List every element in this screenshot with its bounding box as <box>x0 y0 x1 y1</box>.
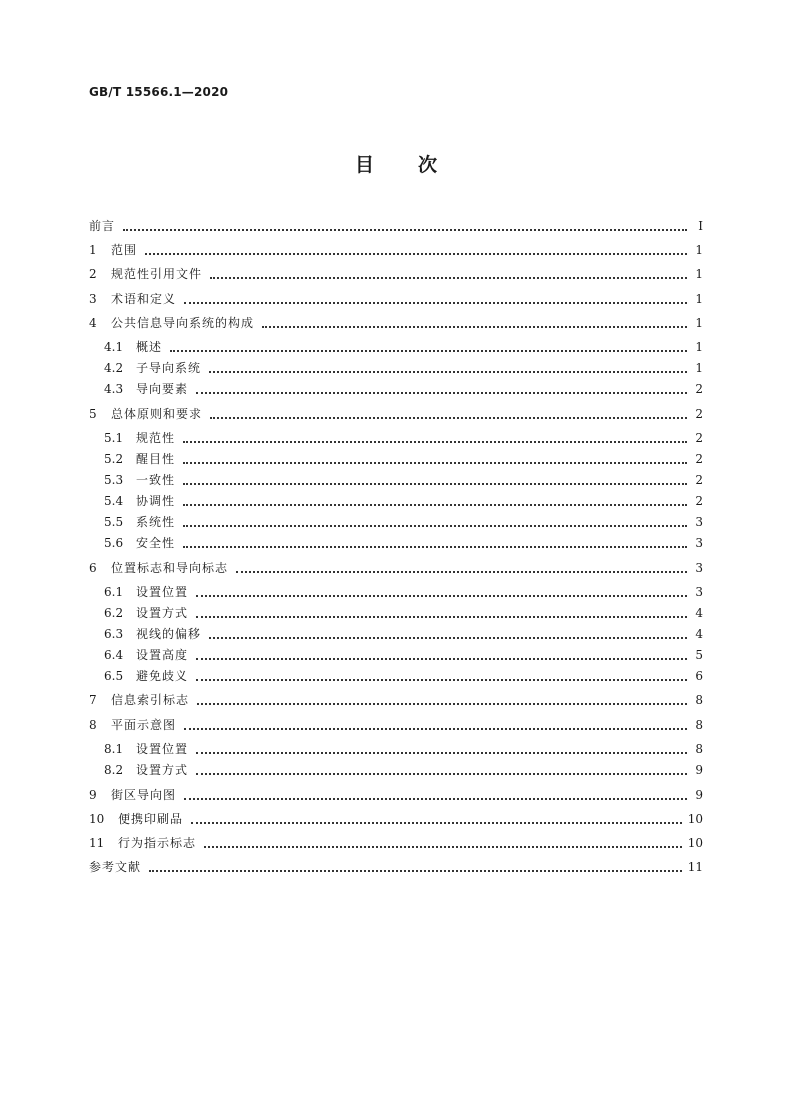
toc-entry-number: 1 <box>89 243 97 257</box>
toc-page-number: 4 <box>695 627 703 641</box>
toc-entry-title: 概述 <box>136 340 163 354</box>
toc-entry-title: 子导向系统 <box>136 361 202 375</box>
toc-entry[interactable] <box>89 241 703 259</box>
toc-entry[interactable] <box>104 583 703 601</box>
toc-entry-number: 8.1 <box>104 742 124 756</box>
toc-entry-number: 7 <box>89 693 97 707</box>
toc-entry-title: 参考文献 <box>89 860 142 874</box>
toc-leader-dots <box>183 537 687 548</box>
toc-entry[interactable] <box>104 338 703 356</box>
toc-entry-number: 6.4 <box>104 648 124 662</box>
toc-entry-title: 导向要素 <box>136 382 189 396</box>
toc-entry[interactable] <box>104 471 703 489</box>
toc-entry-number: 6.5 <box>104 669 124 683</box>
toc-page-number: 6 <box>695 669 703 683</box>
toc-entry-title: 设置高度 <box>136 648 189 662</box>
standard-code: GB/T 15566.1—2020 <box>89 85 229 99</box>
toc-entry-number: 4.3 <box>104 382 124 396</box>
toc-page-number: 1 <box>695 243 703 257</box>
toc-entry[interactable] <box>89 217 703 235</box>
toc-page-number: 3 <box>695 561 703 575</box>
toc-entry-number: 5.2 <box>104 452 124 466</box>
toc-leader-dots <box>196 764 687 775</box>
toc-entry[interactable] <box>104 513 703 531</box>
toc-page-number: 2 <box>695 407 703 421</box>
toc-entry-title: 设置方式 <box>136 763 189 777</box>
toc-entry-number: 6.3 <box>104 627 124 641</box>
toc-entry-number: 5.1 <box>104 431 124 445</box>
toc-entry-title: 系统性 <box>136 515 176 529</box>
toc-entry-title: 规范性 <box>136 431 176 445</box>
toc-entry[interactable] <box>89 834 703 852</box>
toc-entry-title: 醒目性 <box>136 452 176 466</box>
toc-entry[interactable] <box>89 716 703 734</box>
toc-leader-dots <box>236 562 687 573</box>
toc-leader-dots <box>183 516 687 527</box>
toc-entry-number: 5.3 <box>104 473 124 487</box>
toc-entry-title: 协调性 <box>136 494 176 508</box>
toc-entry-title: 总体原则和要求 <box>111 407 203 421</box>
toc-entry-number: 3 <box>89 292 97 306</box>
toc-page-number: 4 <box>695 606 703 620</box>
toc-leader-dots <box>209 362 687 373</box>
toc-entry-number: 6.2 <box>104 606 124 620</box>
toc-entry[interactable] <box>89 858 703 876</box>
toc-page-number: 2 <box>695 452 703 466</box>
toc-entry-number: 9 <box>89 788 97 802</box>
toc-page-number: 3 <box>695 536 703 550</box>
toc-entry[interactable] <box>104 429 703 447</box>
toc-entry[interactable] <box>104 359 703 377</box>
toc-entry[interactable] <box>89 405 703 423</box>
toc-entry-number: 11 <box>89 836 105 850</box>
toc-entry-title: 设置位置 <box>136 742 189 756</box>
toc-entry-title: 公共信息导向系统的构成 <box>111 316 255 330</box>
toc-leader-dots <box>262 317 687 328</box>
toc-leader-dots <box>183 432 687 443</box>
toc-leader-dots <box>183 495 687 506</box>
toc-entry-number: 10 <box>89 812 105 826</box>
toc-page-number: 2 <box>695 494 703 508</box>
toc-entry-number: 6.1 <box>104 585 124 599</box>
toc-entry[interactable] <box>104 604 703 622</box>
toc-entry-number: 8.2 <box>104 763 124 777</box>
toc-entry-title: 设置位置 <box>136 585 189 599</box>
toc-leader-dots <box>204 837 682 848</box>
toc-entry-number: 6 <box>89 561 97 575</box>
toc-leader-dots <box>184 719 687 730</box>
toc-leader-dots <box>145 244 687 255</box>
toc-entry-number: 5.6 <box>104 536 124 550</box>
toc-leader-dots <box>196 586 687 597</box>
toc-entry-title: 平面示意图 <box>111 718 177 732</box>
toc-entry-number: 5.4 <box>104 494 124 508</box>
toc-leader-dots <box>184 293 687 304</box>
toc-page-number: 8 <box>695 693 703 707</box>
toc-entry-title: 设置方式 <box>136 606 189 620</box>
toc-leader-dots <box>196 383 687 394</box>
toc-entry[interactable] <box>104 761 703 779</box>
toc-leader-dots <box>196 649 687 660</box>
toc-page-number: Ⅰ <box>698 219 703 233</box>
toc-entry[interactable] <box>104 534 703 552</box>
toc-leader-dots <box>197 694 687 705</box>
toc-entry-title: 位置标志和导向标志 <box>111 561 229 575</box>
toc-entry[interactable] <box>104 740 703 758</box>
toc-leader-dots <box>210 268 687 279</box>
toc-entry[interactable] <box>89 691 703 709</box>
toc-entry-title: 街区导向图 <box>111 788 177 802</box>
toc-entry[interactable] <box>89 559 703 577</box>
toc-page-number: 1 <box>695 340 703 354</box>
toc-entry-title: 术语和定义 <box>111 292 177 306</box>
toc-entry-title: 视线的偏移 <box>136 627 202 641</box>
toc-entry-title: 范围 <box>111 243 138 257</box>
toc-entry-number: 5.5 <box>104 515 124 529</box>
toc-leader-dots <box>210 408 687 419</box>
toc-leader-dots <box>191 813 682 824</box>
toc-page-number: 1 <box>695 267 703 281</box>
toc-entry[interactable] <box>89 786 703 804</box>
toc-page-number: 2 <box>695 431 703 445</box>
toc-entry-title: 一致性 <box>136 473 176 487</box>
toc-leader-dots <box>209 628 687 639</box>
toc-entry-title: 信息索引标志 <box>111 693 190 707</box>
toc-page-number: 9 <box>695 788 703 802</box>
toc-leader-dots <box>196 743 687 754</box>
toc-page-number: 3 <box>695 515 703 529</box>
toc-entry-title: 避免歧义 <box>136 669 189 683</box>
toc-entry-number: 4.1 <box>104 340 124 354</box>
toc-entry[interactable] <box>104 380 703 398</box>
toc-page-number: 8 <box>695 742 703 756</box>
toc-page-number: 9 <box>695 763 703 777</box>
toc-entry-number: 4.2 <box>104 361 124 375</box>
toc-leader-dots <box>149 861 682 872</box>
toc-entry[interactable] <box>104 625 703 643</box>
toc-page-number: 5 <box>695 648 703 662</box>
toc-leader-dots <box>183 453 687 464</box>
toc-entry-number: 2 <box>89 267 97 281</box>
title-char-2: 次 <box>418 154 438 176</box>
toc-page-number: 11 <box>687 860 703 874</box>
toc-entry[interactable] <box>89 314 703 332</box>
toc-entry[interactable] <box>89 265 703 283</box>
toc-entry-title: 安全性 <box>136 536 176 550</box>
toc-entry[interactable] <box>104 450 703 468</box>
toc-page-number: 8 <box>695 718 703 732</box>
toc-entry-title: 前言 <box>89 219 116 233</box>
toc-entry-title: 规范性引用文件 <box>111 267 203 281</box>
toc-entry[interactable] <box>104 492 703 510</box>
page-title <box>0 150 792 177</box>
toc-page-number: 1 <box>695 361 703 375</box>
toc-entry[interactable] <box>89 810 703 828</box>
toc-entry[interactable] <box>89 290 703 308</box>
toc-entry-number: 4 <box>89 316 97 330</box>
toc-page-number: 2 <box>695 382 703 396</box>
toc-entry-title: 便携印刷品 <box>118 812 184 826</box>
toc-page-number: 3 <box>695 585 703 599</box>
title-char-1: 目 <box>354 154 374 176</box>
toc-leader-dots <box>196 670 687 681</box>
toc-page-number: 10 <box>687 812 703 826</box>
toc-leader-dots <box>184 789 687 800</box>
toc-entry-number: 5 <box>89 407 97 421</box>
toc-leader-dots <box>123 220 687 231</box>
toc-leader-dots <box>196 607 687 618</box>
toc-page-number: 1 <box>695 316 703 330</box>
toc-page-number: 10 <box>687 836 703 850</box>
toc-page-number: 2 <box>695 473 703 487</box>
toc-page-number: 1 <box>695 292 703 306</box>
toc-leader-dots <box>170 341 687 352</box>
toc-entry-title: 行为指示标志 <box>118 836 197 850</box>
toc-entry[interactable] <box>104 667 703 685</box>
toc-leader-dots <box>183 474 687 485</box>
toc-entry-number: 8 <box>89 718 97 732</box>
toc-entry[interactable] <box>104 646 703 664</box>
